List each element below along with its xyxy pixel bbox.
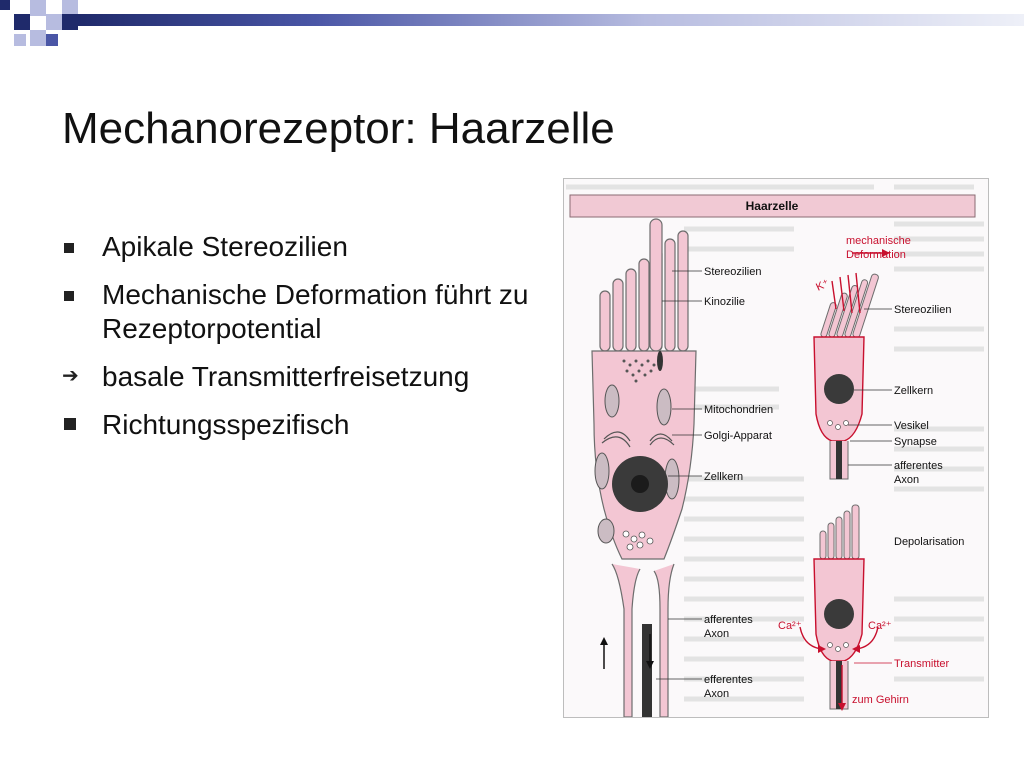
- label-ca-right: Ca²⁺: [868, 620, 892, 632]
- bullet-list: [62, 230, 532, 456]
- label-afferentes-axon-right: Axon: [894, 474, 920, 486]
- label-depolarisation: Depolarisation: [894, 536, 965, 548]
- deco-square: [0, 0, 10, 10]
- label-zellkern: Zellkern: [704, 471, 744, 483]
- label-efferentes: efferentes: [704, 674, 753, 686]
- label-mechanische: mechanische: [846, 235, 911, 247]
- deco-bar: [78, 14, 1024, 26]
- label-synapse: Synapse: [894, 436, 937, 448]
- label-vesikel: Vesikel: [894, 420, 929, 432]
- deco-square: [62, 14, 78, 30]
- corner-decoration: [0, 0, 1024, 60]
- large-hair-cell: [592, 219, 696, 717]
- stereocilia-bundle: [600, 219, 688, 351]
- haarzelle-figure: [563, 178, 989, 718]
- label-stereozilien-right: Stereozilien: [894, 304, 952, 316]
- haarzelle-diagram: [564, 179, 988, 717]
- label-afferentes: afferentes: [704, 614, 753, 626]
- slide-title: Mechanorezeptor: Haarzelle: [62, 104, 615, 153]
- label-stereozilien: Stereozilien: [704, 266, 762, 278]
- small-hair-cell-top: [814, 249, 890, 479]
- bullet-item: ➔ basale Transmitterfreisetzung: [62, 361, 470, 392]
- label-k-ions: K⁺: [814, 277, 832, 294]
- figure-header-text: Haarzelle: [745, 199, 799, 213]
- label-afferentes-right: afferentes: [894, 460, 943, 472]
- label-ca-left: Ca²⁺: [778, 620, 802, 632]
- label-transmitter: Transmitter: [894, 658, 950, 670]
- small-hair-cell-bottom: [800, 505, 878, 711]
- deco-square: [46, 34, 58, 46]
- label-mitochondrien: Mitochondrien: [704, 404, 774, 416]
- label-afferentes-axon: Axon: [704, 628, 730, 640]
- bullet-item: [62, 278, 532, 346]
- label-efferentes-axon: Axon: [704, 688, 730, 700]
- deco-square: [14, 14, 30, 30]
- bullet-text: Apikale Stereozilien: [102, 231, 348, 262]
- deco-square: [30, 30, 46, 46]
- bullet-text: Mechanische Deformation führt zu Rezeptorpotential: [102, 279, 529, 344]
- label-zellkern-right: Zellkern: [894, 385, 934, 397]
- label-kinozilie: Kinozilie: [704, 296, 745, 308]
- deco-square: [46, 14, 62, 30]
- bullet-text: Richtungsspezifisch: [102, 409, 350, 440]
- deco-square: [30, 0, 46, 16]
- deco-square: [14, 34, 26, 46]
- bullet-item: [62, 230, 532, 264]
- label-deformation: Deformation: [846, 249, 906, 261]
- bullet-text: basale Transmitterfreisetzung: [102, 361, 470, 392]
- label-golgi: Golgi-Apparat: [704, 430, 772, 442]
- bullet-item: [62, 408, 532, 442]
- label-zum-gehirn: zum Gehirn: [852, 694, 909, 706]
